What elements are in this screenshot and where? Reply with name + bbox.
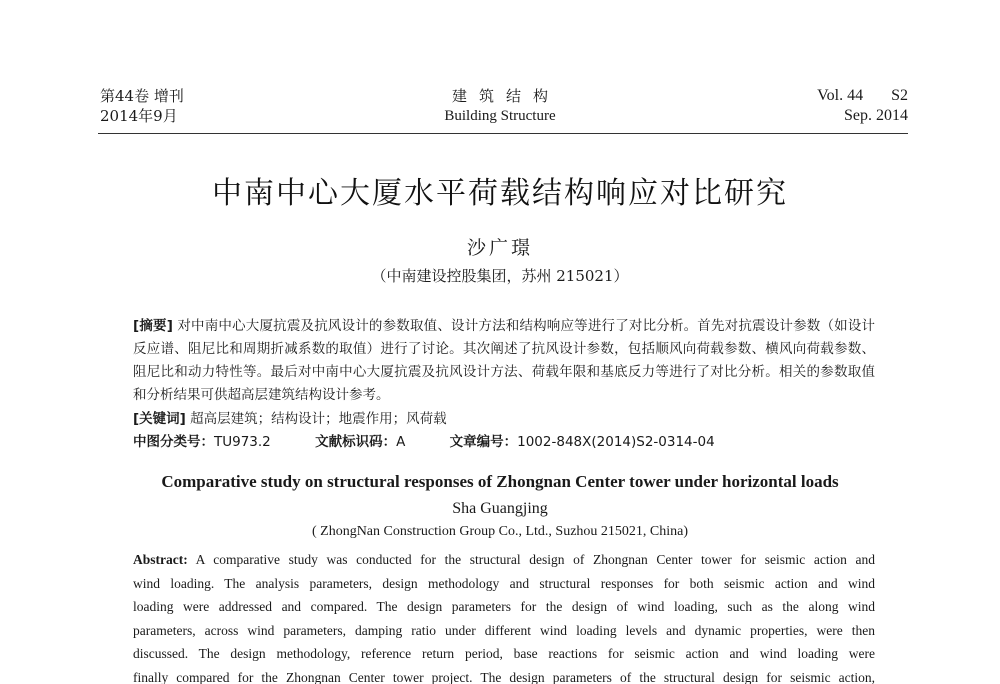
page-title-en: Comparative study on structural responses of Zhongnan Center tower under horizontal loads bbox=[161, 472, 839, 491]
doc-value: A bbox=[396, 434, 406, 450]
clc-value: TU973.2 bbox=[214, 434, 271, 450]
classification-line bbox=[133, 431, 875, 454]
abstract-en-line: wind loading. The analysis parameters, design methodology and structural responses for both seismic action and wind bbox=[133, 575, 875, 591]
volume-line-en bbox=[817, 86, 908, 106]
abstract-en-line: discussed. The design methodology, reference return period, base reactions for seismic action and wind loading were bbox=[133, 646, 875, 662]
volume-en: Vol. 44 bbox=[817, 87, 864, 104]
abstract-en-line: parameters, across wind parameters, damping ratio under different wind loading levels and dynamic properties, were then bbox=[133, 622, 875, 638]
author-cn: 沙广璟 bbox=[466, 237, 533, 259]
date-cn: 2014年9月 bbox=[100, 107, 178, 125]
abstract-en-line: finally compared for the Zhongnan Center tower project. The design parameters of the structural design for seismic action, bbox=[133, 669, 875, 684]
abstract-en-line bbox=[133, 548, 875, 572]
affiliation-cn: （中南建设控股集团，苏州 215021） bbox=[371, 267, 629, 285]
volume-issue-cn: 第44卷 增刊 bbox=[100, 87, 184, 105]
date-en: Sep. 2014 bbox=[844, 107, 908, 124]
abstract-en bbox=[133, 548, 875, 684]
article-number bbox=[450, 434, 715, 450]
doc-label: 文献标识码： bbox=[315, 434, 397, 450]
clc-label: 中图分类号： bbox=[133, 434, 214, 450]
abstract-cn-label: [摘要] bbox=[133, 318, 173, 334]
keywords-cn-text: 超高层建筑；结构设计；地震作用；风荷载 bbox=[190, 411, 447, 427]
journal-name-cn: 建筑结构 bbox=[451, 87, 560, 105]
article-value: 1002-848X(2014)S2-0314-04 bbox=[517, 434, 715, 450]
document-code bbox=[315, 434, 405, 450]
header-right bbox=[817, 86, 908, 126]
abstract-en-line-text: A comparative study was conducted for the structural design of Zhongnan Center tower for seismic action and bbox=[187, 552, 875, 567]
abstract-cn-text: 对中南中心大厦抗震及抗风设计的参数取值、设计方法和结构响应等进行了对比分析。首先对抗震设计参数（如设计反应谱、阻尼比和周期折减系数的取值）进行了讨论。其次阐述了抗风设计参数，包括顺风向荷载参数、横风向荷载参数、阻尼比和动力特性等。最后对中南中心大厦抗震及抗风设计方法、荷载年限和基底反力等进行了对比分析。相关的参数取值和分析结果可供超高层建筑结构设计参考。 bbox=[133, 318, 876, 403]
keywords-cn-label: [关键词] bbox=[133, 411, 186, 427]
abstract-en-label: Abstract: bbox=[133, 552, 188, 567]
article-label: 文章编号： bbox=[449, 434, 518, 450]
journal-name-en: Building Structure bbox=[444, 108, 556, 124]
abstract-en-line: loading were addressed and compared. The design parameters for the design of wind loading, such as the along wind bbox=[133, 599, 875, 615]
affiliation-en: ( ZhongNan Construction Group Co., Ltd., Suzhou 215021, China) bbox=[311, 524, 689, 539]
keywords-cn bbox=[133, 408, 875, 431]
clc-number bbox=[133, 434, 271, 450]
abstract-cn bbox=[133, 315, 875, 407]
header-rule bbox=[98, 133, 908, 134]
page-title-cn: 中南中心大厦水平荷载结构响应对比研究 bbox=[212, 176, 788, 211]
supplement-en: S2 bbox=[891, 87, 908, 104]
author-en: Sha Guangjing bbox=[452, 500, 548, 517]
